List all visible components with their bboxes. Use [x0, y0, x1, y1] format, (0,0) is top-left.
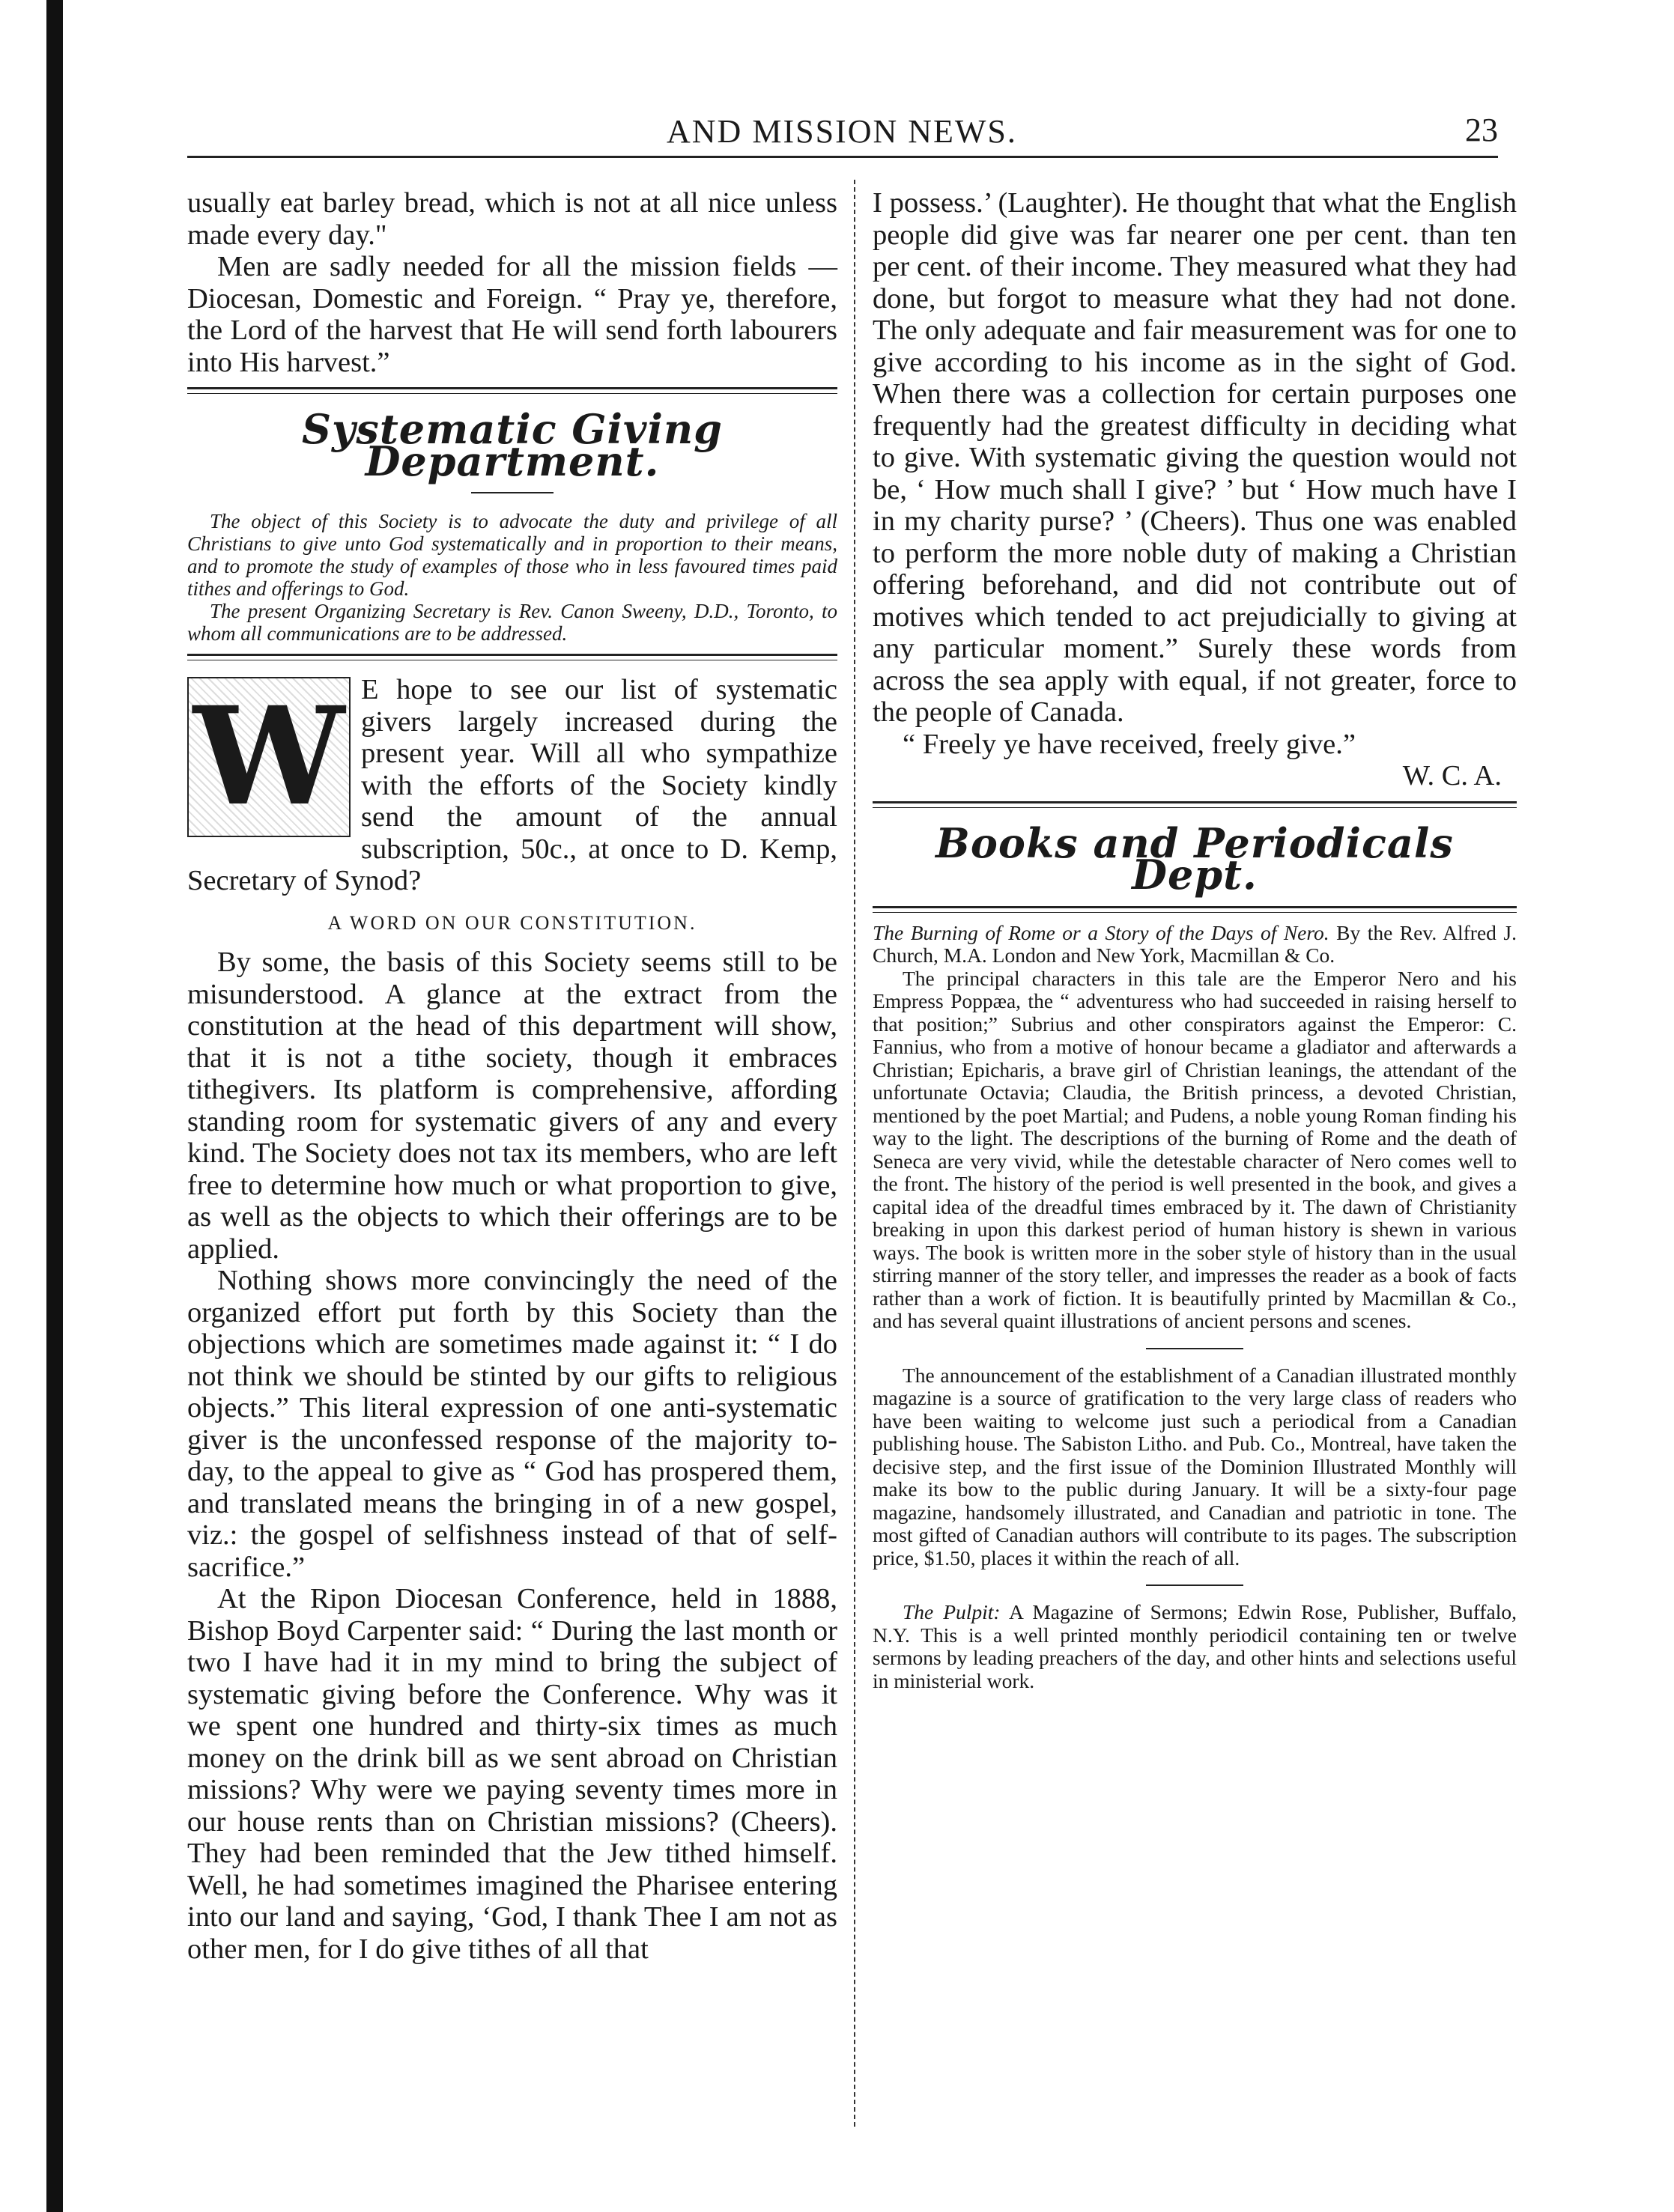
section-rule — [187, 654, 837, 660]
review-dominion-monthly — [873, 1364, 1517, 1570]
section-rule — [187, 387, 837, 394]
review-3-body: A Magazine of Sermons; Edwin Rose, Publisher, Buffalo, N.Y. This is a well printed monthly periodicil containing ten or twelve sermons by leading preachers of the day, and other hints and selections useful in ministerial work. — [873, 1600, 1517, 1692]
review-1-byline: By the Rev. Alfred J. Church, M.A. London and New York, Macmillan & Co. — [873, 920, 1517, 967]
review-separator — [1146, 1584, 1243, 1586]
dropcap-text: E hope to see our list of systematic givers largely increased during the present year. Will all who sympathize with the efforts of the Society kindly send the amount of the annual subscription, 50c., at once to D. Kemp, Secretary of Synod? — [187, 674, 837, 896]
review-3-title: The Pulpit: — [903, 1600, 1001, 1623]
intro-paragraph-1: usually eat barley bread, which is not at all nice unless made every day." — [187, 187, 837, 251]
ornamental-initial: W — [187, 677, 351, 837]
page-number: 23 — [1465, 112, 1498, 148]
constitution-subhead: A WORD ON OUR CONSTITUTION. — [327, 911, 697, 934]
closing-quote: “ Freely ye have received, freely give.” — [903, 728, 1356, 760]
society-notice — [187, 510, 837, 645]
section-rule — [873, 906, 1517, 913]
binding-edge — [46, 0, 63, 2212]
body-paragraph-1: By some, the basis of this Society seems still to be misunderstood. A glance at the extract from the constitution at the head of this department will show, that it is not a tithe society, though it embraces tithegivers. Its platform is comprehensive, affording standing room for systematic givers of any and every kind. The Society does not tax its members, who are left free to determine how much or what proportion to give, as well as the objects to which their offerings are to be applied. — [187, 947, 837, 1265]
review-burning-of-rome — [873, 922, 1517, 1333]
systematic-giving-title: Systematic Giving Department. — [302, 405, 723, 485]
books-periodicals-title: Books and Periodicals Dept. — [935, 818, 1454, 899]
continued-paragraph: I possess.’ (Laughter). He thought that what the English people did give was far nearer one per cent. than ten per cent. of their income. They measured what they had done, but forgot to measure what they had not done. The only adequate and fair measurement was for one to give according to his income as in the sight of God. When there was a collection for certain purposes one frequently had the greatest difficulty in deciding what to give. With systematic giving the question would not be, ‘ How much shall I give? ’ but ‘ How much have I in my charity purse? ’ (Cheers). Thus one was enabled to perform the more noble duty of making a Christian offering beforehand, and did not contribute out of motives which tended to act prejudicially to giving at any particular moment.” Surely these words from across the sea apply with equal, if not greater, force to the people of Canada. — [873, 187, 1517, 728]
body-paragraph-3: At the Ripon Diocesan Conference, held in 1888, Bishop Boyd Carpenter said: “ During the last month or two I have had it in my mind to bring the subject of systematic giving before the Conference. Why was it we spent one hundred and thirty-six times as much money on the drink bill as we sent abroad on Christian missions? Why were we paying seventy times more in our house rents than on Christian missions? (Cheers). They had been reminded that the Jew tithed himself. Well, he had sometimes imagined the Pharisee entering into our land and saying, ‘God, I thank Thee I am not as other men, for I do give tithes of all that — [187, 1583, 837, 1965]
right-column — [873, 187, 1517, 1692]
dropcap-paragraph — [187, 674, 837, 897]
section-rule — [873, 801, 1517, 808]
body-paragraph-2: Nothing shows more convincingly the need of the organized effort put forth by this Society than the objections which are sometimes made against it: “ I do not think we should be stinted by our gifts to religious objects.” This literal expression of one anti-systematic giver is the unconfessed response of the majority to-day, to the appeal to give as “ God has prospered them, and translated means the bringing in of a new gospel, viz.: the gospel of selfishness instead of that of self-sacrifice.” — [187, 1265, 837, 1583]
review-the-pulpit — [873, 1601, 1517, 1692]
notice-paragraph-1: The object of this Society is to advocate the duty and privilege of all Christians to give unto God systematically and in proportion to their means, and to promote the study of examples of those who in less favoured times paid tithes and offerings to God. — [187, 510, 837, 600]
review-1-body: The principal characters in this tale are the Emperor Nero and his Empress Poppæa, the “ adventuress who had succeeded in raising herself to that position;” Subrius and other conspirators against the Emperor: C. Fannius, who from a motive of honour became a gladiator and afterwards a Christian; Epicharis, a brave girl of Christian leanings, the attendant of the unfortunate Octavia; Claudia, the British princess, a devoted Christian, mentioned by the poet Martial; and Pudens, a noble young Roman finding his way to the light. The descriptions of the burning of Rome and the death of Seneca are very vivid, while the detestable character of Nero comes well to the front. The history of the period is well presented in the book, and gives a capital idea of the dreadful times embraced by it. The dawn of Christianity breaking in upon this darkest period of human history is shewn in various ways. The book is written more in the sober style of history than in the usual stirring manner of the story teller, and impresses the reader as a book of facts rather than a work of fiction. It is beautifully printed by Macmillan & Co., and has several quaint illustrations of ancient persons and scenes. — [873, 966, 1517, 1332]
review-2-body: The announcement of the establishment of a Canadian illustrated monthly magazine is a source of gratification to the very large class of readers who have been waiting to welcome just such a periodical from a Canadian publishing house. The Sabiston Litho. and Pub. Co., Montreal, have taken the decisive step, and the first issue of the Dominion Illustrated Monthly will make its bow to the public during January. It will be a sixty-four page magazine, handsomely illustrated, and Canadian and patriotic in tone. The most gifted of Canadian authors will contribute to its pages. The subscription price, $1.50, places it within the reach of all. — [873, 1363, 1517, 1570]
review-1-title: The Burning of Rome or a Story of the Days of Nero. — [873, 920, 1329, 944]
review-separator — [1146, 1348, 1243, 1349]
running-head: AND MISSION NEWS. — [667, 113, 1017, 150]
title-underline — [471, 492, 554, 493]
column-divider — [854, 180, 855, 2127]
left-column — [187, 187, 837, 1965]
intro-paragraph-2: Men are sadly needed for all the mission fields —Diocesan, Domestic and Foreign. “ Pray ye, therefore, the Lord of the harvest that He will send forth labourers into His harvest.” — [187, 251, 837, 378]
signature: W. C. A. — [1402, 760, 1502, 791]
page-header — [187, 111, 1498, 158]
notice-paragraph-2: The present Organizing Secretary is Rev. Canon Sweeny, D.D., Toronto, to whom all communications are to be addressed. — [187, 600, 837, 645]
